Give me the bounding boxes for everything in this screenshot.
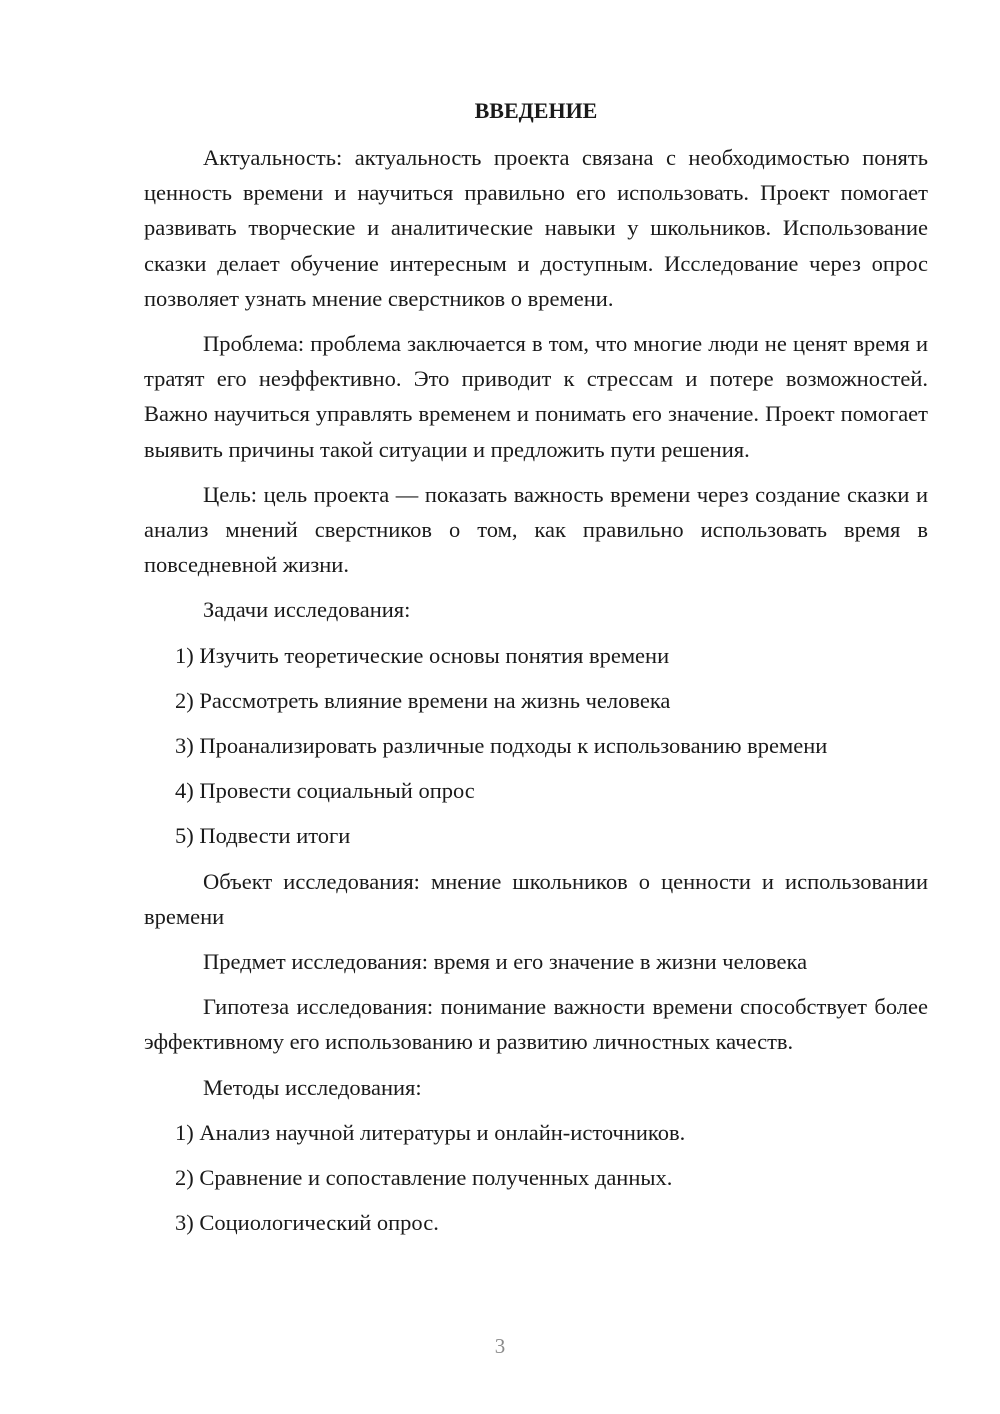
- hypothesis-paragraph: Гипотеза исследования: понимание важности времени способствует более эффективному его использованию и развитию личностных качеств.: [144, 994, 928, 1055]
- tasks-heading: Задачи исследования:: [203, 597, 411, 623]
- problem-paragraph: Проблема: проблема заключается в том, что многие люди не ценят время и тратят его неэффективно. Это приводит к стрессам и потере возможностей. Важно научиться управлять временем и понимать его значение. Проект помогает выявить причины такой ситуации и предложить пути решения.: [144, 331, 928, 462]
- methods-heading: Методы исследования:: [203, 1074, 422, 1100]
- object-paragraph: Объект исследования: мнение школьников о ценности и использовании времени: [144, 868, 928, 929]
- task-item: 4) Провести социальный опрос: [175, 778, 475, 804]
- goal-paragraph: Цель: цель проекта — показать важность времени через создание сказки и анализ мнений сверстников о том, как правильно использовать время в повседневной жизни.: [144, 481, 928, 578]
- tasks-list: [144, 638, 928, 854]
- relevance-paragraph: Актуальность: актуальность проекта связана с необходимостью понять ценность времени и научиться правильно его использовать. Проект помогает развивать творческие и аналитические навыки у школьников. Использование сказки делает обучение интересным и доступным. Исследование через опрос позволяет узнать мнение сверстников о времени.: [144, 145, 928, 311]
- task-item: 3) Проанализировать различные подходы к использованию времени: [175, 733, 828, 759]
- task-item: 1) Изучить теоретические основы понятия времени: [175, 642, 670, 668]
- task-item: 2) Рассмотреть влияние времени на жизнь человека: [175, 687, 671, 713]
- page-number: 3: [494, 1334, 506, 1358]
- method-item: 3) Социологический опрос.: [175, 1210, 439, 1236]
- method-item: 1) Анализ научной литературы и онлайн-источников.: [175, 1119, 686, 1145]
- task-item: 5) Подвести итоги: [175, 823, 351, 849]
- subject-paragraph: Предмет исследования: время и его значение в жизни человека: [203, 949, 808, 975]
- page-content: [144, 94, 928, 1250]
- page-title: ВВЕДЕНИЕ: [474, 98, 598, 123]
- method-item: 2) Сравнение и сопоставление полученных данных.: [175, 1165, 673, 1191]
- methods-list: [144, 1115, 928, 1241]
